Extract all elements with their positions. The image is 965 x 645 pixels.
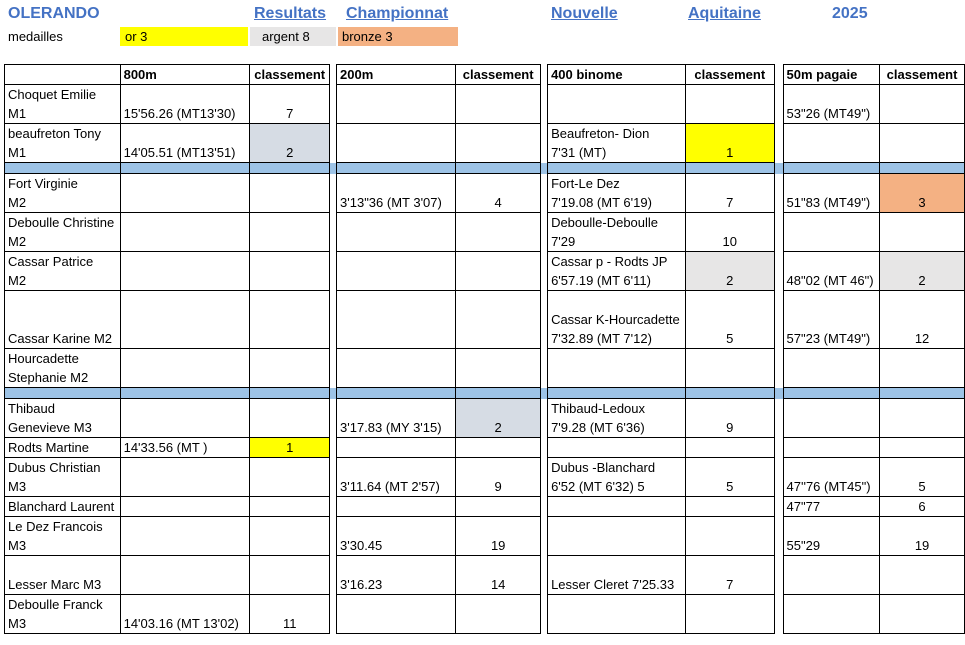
rank-200m-cell — [456, 85, 541, 124]
time-800m-cell — [120, 517, 250, 556]
rank-400m-cell — [685, 517, 774, 556]
athlete-name-line: Deboulle Franck — [8, 597, 103, 612]
column-gap — [774, 174, 783, 213]
column-gap — [541, 349, 548, 388]
separator-cell — [250, 163, 330, 174]
athlete-name-line: Cassar Karine M2 — [8, 331, 113, 346]
time-400m-binome-cell — [548, 458, 686, 497]
column-header: classement — [880, 65, 965, 85]
athlete-name-cell — [5, 349, 121, 388]
column-gap — [330, 349, 337, 388]
rank-200m-cell — [456, 595, 541, 634]
table-row — [5, 252, 965, 291]
column-gap — [541, 174, 548, 213]
rank-400m-cell: 7 — [685, 174, 774, 213]
separator-cell — [880, 388, 965, 399]
binome-time-line: 7'19.08 (MT 6'19) — [551, 195, 652, 210]
column-header: classement — [250, 65, 330, 85]
binome-pair-line: Dubus -Blanchard — [551, 460, 656, 475]
time-50m-cell: 55"29 — [783, 517, 880, 556]
time-200m-cell: 3'16.23 — [337, 556, 456, 595]
table-row — [5, 349, 965, 388]
time-800m-cell — [120, 399, 250, 438]
column-gap — [541, 65, 548, 85]
column-gap — [541, 388, 548, 399]
rank-400m-cell: 7 — [685, 556, 774, 595]
column-gap — [330, 252, 337, 291]
athlete-name-cell — [5, 213, 121, 252]
separator-cell — [456, 388, 541, 399]
athlete-category-line: M3 — [8, 616, 27, 631]
binome-pair-line: Cassar p - Rodts JP — [551, 254, 668, 269]
time-50m-cell — [783, 213, 880, 252]
column-gap — [774, 65, 783, 85]
column-gap — [774, 556, 783, 595]
table-row — [5, 174, 965, 213]
table-row — [5, 291, 965, 349]
rank-200m-cell — [456, 213, 541, 252]
athlete-name-cell — [5, 438, 121, 458]
rank-50m-cell: 5 — [880, 458, 965, 497]
separator-cell — [548, 163, 686, 174]
table-row — [5, 458, 965, 497]
rank-400m-cell — [685, 497, 774, 517]
time-800m-cell: 14'05.51 (MT13'51) — [120, 124, 250, 163]
time-50m-cell — [783, 438, 880, 458]
column-gap — [774, 399, 783, 438]
athlete-name-cell — [5, 252, 121, 291]
column-header: 800m — [120, 65, 250, 85]
column-header: 50m pagaie — [783, 65, 880, 85]
rank-50m-cell — [880, 349, 965, 388]
time-200m-cell: 3'30.45 — [337, 517, 456, 556]
column-gap — [330, 517, 337, 556]
column-gap — [774, 163, 783, 174]
column-gap — [330, 556, 337, 595]
time-50m-cell — [783, 399, 880, 438]
rank-200m-cell — [456, 124, 541, 163]
rank-400m-cell: 10 — [685, 213, 774, 252]
rank-800m-cell: 7 — [250, 85, 330, 124]
column-gap — [330, 65, 337, 85]
rank-800m-cell — [250, 252, 330, 291]
separator-cell — [783, 388, 880, 399]
column-gap — [774, 497, 783, 517]
athlete-category-line: M2 — [8, 273, 27, 288]
rank-800m-cell — [250, 399, 330, 438]
rank-50m-cell: 6 — [880, 497, 965, 517]
time-50m-cell: 53"26 (MT49") — [783, 85, 880, 124]
column-gap — [774, 252, 783, 291]
binome-time-line: 7'31 (MT) — [551, 145, 607, 160]
rank-800m-cell — [250, 517, 330, 556]
medal-gold: or 3 — [120, 27, 248, 46]
column-gap — [330, 163, 337, 174]
athlete-name-line: Thibaud — [8, 401, 55, 416]
rank-400m-cell — [685, 85, 774, 124]
time-800m-cell — [120, 349, 250, 388]
column-header: classement — [685, 65, 774, 85]
time-800m-cell: 15'56.26 (MT13'30) — [120, 85, 250, 124]
athlete-name-line: Blanchard Laurent — [8, 499, 115, 514]
time-200m-cell — [337, 497, 456, 517]
time-200m-cell: 3'13"36 (MT 3'07) — [337, 174, 456, 213]
rank-50m-cell — [880, 438, 965, 458]
athlete-category-line: M1 — [8, 145, 27, 160]
binome-pair-line: Fort-Le Dez — [551, 176, 620, 191]
column-gap — [774, 349, 783, 388]
column-header: 400 binome — [548, 65, 686, 85]
rank-200m-cell: 14 — [456, 556, 541, 595]
column-gap — [541, 517, 548, 556]
athlete-name-cell — [5, 497, 121, 517]
table-row — [5, 124, 965, 163]
athlete-name-cell — [5, 517, 121, 556]
athlete-name-line: Deboulle Christine — [8, 215, 115, 230]
athlete-name-line: Lesser Marc M3 — [8, 577, 102, 592]
time-200m-cell — [337, 595, 456, 634]
separator-cell — [337, 388, 456, 399]
rank-800m-cell: 2 — [250, 124, 330, 163]
rank-800m-cell — [250, 174, 330, 213]
column-gap — [774, 291, 783, 349]
rank-400m-cell: 9 — [685, 399, 774, 438]
separator-cell — [548, 388, 686, 399]
rank-400m-cell: 2 — [685, 252, 774, 291]
rank-400m-cell — [685, 349, 774, 388]
rank-200m-cell: 19 — [456, 517, 541, 556]
column-gap — [541, 595, 548, 634]
athlete-name-line: Le Dez Francois — [8, 519, 103, 534]
time-400m-binome-cell — [548, 124, 686, 163]
time-800m-cell: 14'03.16 (MT 13'02) — [120, 595, 250, 634]
athlete-category-line: M2 — [8, 234, 27, 249]
column-header: 200m — [337, 65, 456, 85]
title-championnat: Championnat — [346, 5, 449, 22]
column-gap — [330, 438, 337, 458]
column-gap — [541, 438, 548, 458]
time-400m-binome-cell — [548, 349, 686, 388]
table-row — [5, 213, 965, 252]
time-50m-cell: 57"23 (MT49") — [783, 291, 880, 349]
separator-cell — [120, 388, 250, 399]
rank-50m-cell — [880, 213, 965, 252]
time-800m-cell — [120, 458, 250, 497]
separator-cell — [337, 163, 456, 174]
binome-pair-line: Beaufreton- Dion — [551, 126, 650, 141]
rank-800m-cell: 11 — [250, 595, 330, 634]
column-gap — [541, 399, 548, 438]
time-200m-cell: 3'11.64 (MT 2'57) — [337, 458, 456, 497]
rank-50m-cell — [880, 595, 965, 634]
rank-800m-cell — [250, 213, 330, 252]
club-name: OLERANDO — [8, 5, 100, 22]
column-gap — [541, 163, 548, 174]
time-200m-cell: 3'17.83 (MY 3'15) — [337, 399, 456, 438]
rank-50m-cell — [880, 399, 965, 438]
rank-50m-cell — [880, 124, 965, 163]
column-gap — [330, 388, 337, 399]
athlete-name-line: Fort Virginie — [8, 176, 78, 191]
column-gap — [774, 595, 783, 634]
time-400m-binome-cell — [548, 291, 686, 349]
time-200m-cell — [337, 213, 456, 252]
column-gap — [774, 85, 783, 124]
table-row — [5, 556, 965, 595]
athlete-category-line: Stephanie M2 — [8, 370, 89, 385]
athlete-category-line: M1 — [8, 106, 27, 121]
athlete-name-cell — [5, 124, 121, 163]
rank-50m-cell: 3 — [880, 174, 965, 213]
column-gap — [330, 458, 337, 497]
time-400m-binome-cell — [548, 399, 686, 438]
time-400m-binome-cell — [548, 556, 686, 595]
column-gap — [541, 291, 548, 349]
athlete-name-cell — [5, 556, 121, 595]
column-header-empty — [5, 65, 121, 85]
time-800m-cell — [120, 252, 250, 291]
time-50m-cell — [783, 556, 880, 595]
athlete-name-line: Rodts Martine — [8, 440, 89, 455]
binome-time-line: Lesser Cleret 7'25.33 — [551, 577, 675, 592]
binome-time-line: 6'52 (MT 6'32) 5 — [551, 479, 645, 494]
rank-200m-cell — [456, 497, 541, 517]
column-gap — [774, 458, 783, 497]
rank-50m-cell — [880, 85, 965, 124]
athlete-name-line: Choquet Emilie — [8, 87, 97, 102]
time-50m-cell: 47''76 (MT45") — [783, 458, 880, 497]
athlete-name-cell — [5, 85, 121, 124]
column-gap — [330, 595, 337, 634]
column-gap — [330, 174, 337, 213]
separator-cell — [5, 388, 121, 399]
column-gap — [774, 438, 783, 458]
rank-400m-cell — [685, 438, 774, 458]
rank-400m-cell — [685, 595, 774, 634]
athlete-category-line: Genevieve M3 — [8, 420, 92, 435]
column-gap — [541, 458, 548, 497]
athlete-name-cell — [5, 291, 121, 349]
separator-cell — [456, 163, 541, 174]
time-400m-binome-cell — [548, 595, 686, 634]
table-row — [5, 85, 965, 124]
athlete-name-line: Cassar Patrice — [8, 254, 94, 269]
column-gap — [774, 124, 783, 163]
athlete-category-line: M3 — [8, 538, 27, 553]
binome-pair-line: Deboulle-Deboulle — [551, 215, 659, 230]
rank-200m-cell: 9 — [456, 458, 541, 497]
time-800m-cell — [120, 497, 250, 517]
table-row — [5, 517, 965, 556]
time-50m-cell — [783, 124, 880, 163]
time-400m-binome-cell — [548, 213, 686, 252]
rank-50m-cell: 2 — [880, 252, 965, 291]
rank-50m-cell: 12 — [880, 291, 965, 349]
time-200m-cell — [337, 85, 456, 124]
rank-200m-cell: 2 — [456, 399, 541, 438]
time-50m-cell — [783, 595, 880, 634]
column-gap — [541, 85, 548, 124]
rank-200m-cell — [456, 291, 541, 349]
rank-200m-cell — [456, 438, 541, 458]
column-gap — [541, 252, 548, 291]
time-50m-cell: 48"02 (MT 46") — [783, 252, 880, 291]
athlete-name-cell — [5, 174, 121, 213]
binome-time-line: 7'29 — [551, 234, 576, 249]
time-50m-cell — [783, 349, 880, 388]
time-800m-cell: 14'33.56 (MT ) — [120, 438, 250, 458]
time-200m-cell — [337, 291, 456, 349]
time-200m-cell — [337, 349, 456, 388]
column-gap — [330, 85, 337, 124]
athlete-name-cell — [5, 458, 121, 497]
table-row — [5, 399, 965, 438]
rank-200m-cell: 4 — [456, 174, 541, 213]
separator-cell — [5, 163, 121, 174]
column-gap — [774, 517, 783, 556]
title-year: 2025 — [832, 5, 868, 22]
athlete-name-line: Hourcadette — [8, 351, 79, 366]
time-50m-cell: 51"83 (MT49") — [783, 174, 880, 213]
separator-cell — [685, 388, 774, 399]
time-400m-binome-cell — [548, 85, 686, 124]
column-gap — [541, 124, 548, 163]
medal-silver: argent 8 — [250, 27, 336, 46]
time-400m-binome-cell — [548, 174, 686, 213]
column-gap — [330, 497, 337, 517]
title-nouvelle: Nouvelle — [551, 5, 618, 22]
time-800m-cell — [120, 213, 250, 252]
rank-400m-cell: 5 — [685, 458, 774, 497]
column-gap — [774, 388, 783, 399]
separator-cell — [120, 163, 250, 174]
table-row — [5, 595, 965, 634]
rank-800m-cell — [250, 458, 330, 497]
rank-800m-cell — [250, 349, 330, 388]
athlete-name-cell — [5, 595, 121, 634]
title-aquitaine: Aquitaine — [688, 5, 761, 22]
rank-50m-cell: 19 — [880, 517, 965, 556]
column-header: classement — [456, 65, 541, 85]
column-gap — [774, 213, 783, 252]
title-resultats: Resultats — [254, 5, 327, 22]
rank-400m-cell: 1 — [685, 124, 774, 163]
column-gap — [330, 399, 337, 438]
column-gap — [541, 497, 548, 517]
rank-50m-cell — [880, 556, 965, 595]
column-gap — [330, 291, 337, 349]
binome-time-line: 7'9.28 (MT 6'36) — [551, 420, 645, 435]
binome-time-line: 7'32.89 (MT 7'12) — [551, 331, 652, 346]
column-gap — [330, 213, 337, 252]
time-400m-binome-cell — [548, 497, 686, 517]
time-400m-binome-cell — [548, 438, 686, 458]
column-gap — [541, 556, 548, 595]
time-200m-cell — [337, 124, 456, 163]
separator-cell — [685, 163, 774, 174]
column-gap — [541, 213, 548, 252]
athlete-category-line: M2 — [8, 195, 27, 210]
binome-time-line: 6'57.19 (MT 6'11) — [551, 273, 651, 288]
time-400m-binome-cell — [548, 517, 686, 556]
time-50m-cell: 47"77 — [783, 497, 880, 517]
rank-800m-cell — [250, 291, 330, 349]
time-800m-cell — [120, 291, 250, 349]
rank-800m-cell — [250, 497, 330, 517]
rank-400m-cell: 5 — [685, 291, 774, 349]
athlete-category-line: M3 — [8, 479, 27, 494]
separator-cell — [250, 388, 330, 399]
column-gap — [330, 124, 337, 163]
rank-200m-cell — [456, 252, 541, 291]
time-200m-cell — [337, 252, 456, 291]
separator-cell — [880, 163, 965, 174]
athlete-name-line: beaufreton Tony — [8, 126, 101, 141]
results-table — [4, 64, 965, 634]
rank-800m-cell — [250, 556, 330, 595]
medal-bronze: bronze 3 — [338, 27, 458, 46]
medals-label: medailles — [8, 29, 63, 44]
binome-pair-line: Thibaud-Ledoux — [551, 401, 646, 416]
table-row — [5, 438, 965, 458]
rank-200m-cell — [456, 349, 541, 388]
table-row — [5, 497, 965, 517]
rank-800m-cell: 1 — [250, 438, 330, 458]
separator-cell — [783, 163, 880, 174]
binome-pair-line: Cassar K-Hourcadette — [551, 312, 680, 327]
athlete-name-cell — [5, 399, 121, 438]
time-200m-cell — [337, 438, 456, 458]
time-800m-cell — [120, 556, 250, 595]
time-800m-cell — [120, 174, 250, 213]
time-400m-binome-cell — [548, 252, 686, 291]
athlete-name-line: Dubus Christian — [8, 460, 101, 475]
